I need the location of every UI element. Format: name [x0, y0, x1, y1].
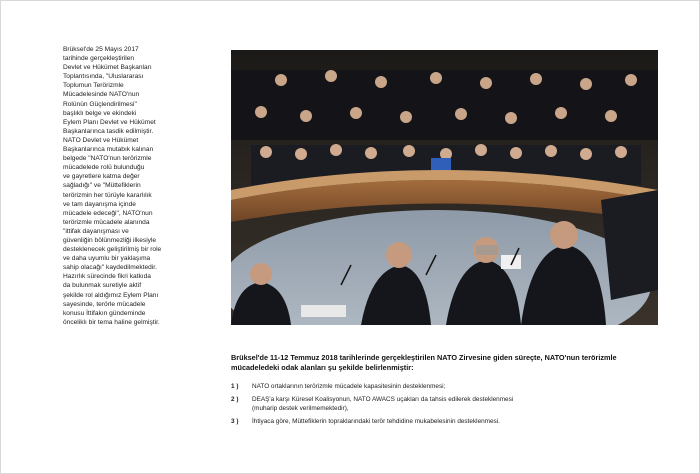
- list-item-number: 2 ): [231, 396, 239, 403]
- list-item-number: 3 ): [231, 418, 239, 425]
- list-item: [231, 395, 671, 413]
- list-item: [231, 382, 671, 391]
- list-item-number: 1 ): [231, 383, 239, 390]
- list-item: [231, 417, 671, 426]
- body-text-column: Brüksel'de 25 Mayıs 2017 tarihinde gerçekleştirilen Devlet ve Hükümet Başkanları Toplantısında, "Uluslararası Toplumun Terörizmle Mücadelesinde NATO'nun Rolünün Güçlendirilmesi" başlıklı belge ve ekindeki Eylem Planı Devlet ve Hükümet Başkanlarınca tasdik edilmiştir. NATO Devlet ve Hükümet Başkanlarınca mutabık kalınan belgede "NATO'nun terörizmle mücadelede rolü bulunduğu ve gayretlere katma değer sağladığı" ve "Müttefiklerin terörizmin her türüyle kararlılık ve tam dayanışma içinde mücadele edeceği", NATO'nun terörizmle mücadele alanında "ittifak dayanışması ve güvenliğin bölünmezliği ilkesiyle desteklenecek geliştirilmiş bir role ve daha uyumlu bir yaklaşıma sahip olacağı" kaydedilmektedir. Hazırlık sürecinde fikri katkıda da bulunmak suretiyle aktif şekilde rol aldığımız Eylem Planı sayesinde, terörle mücadele konusu İttifakın gündeminde önceliklı bir tema haline gelmiştir.: [63, 46, 162, 326]
- caption-heading: Brüksel'de 11-12 Temmuz 2018 tarihlerinde gerçekleştirilen NATO Zirvesine giden süreçte, NATO'nun terörizmle mücadeledeki odak alanları şu şekilde belirlenmiştir:: [231, 353, 617, 372]
- list-item-text: İhtiyaca göre, Müttefiklerin topraklarındaki terör tehdidine mukabelesinin desteklenmesi.: [252, 418, 500, 425]
- nato-summit-photo: [231, 50, 658, 325]
- focus-areas-list: [231, 382, 671, 430]
- list-item-text: NATO ortaklarının terörizmle mücadele kapasitesinin desteklenmesi;: [252, 383, 446, 390]
- list-item-text: DEAŞ'a karşı Küresel Koalisyonun, NATO AWACS uçakları da tahsis edilerek desteklenmesi (muharip destek verilmemektedir),: [252, 396, 514, 412]
